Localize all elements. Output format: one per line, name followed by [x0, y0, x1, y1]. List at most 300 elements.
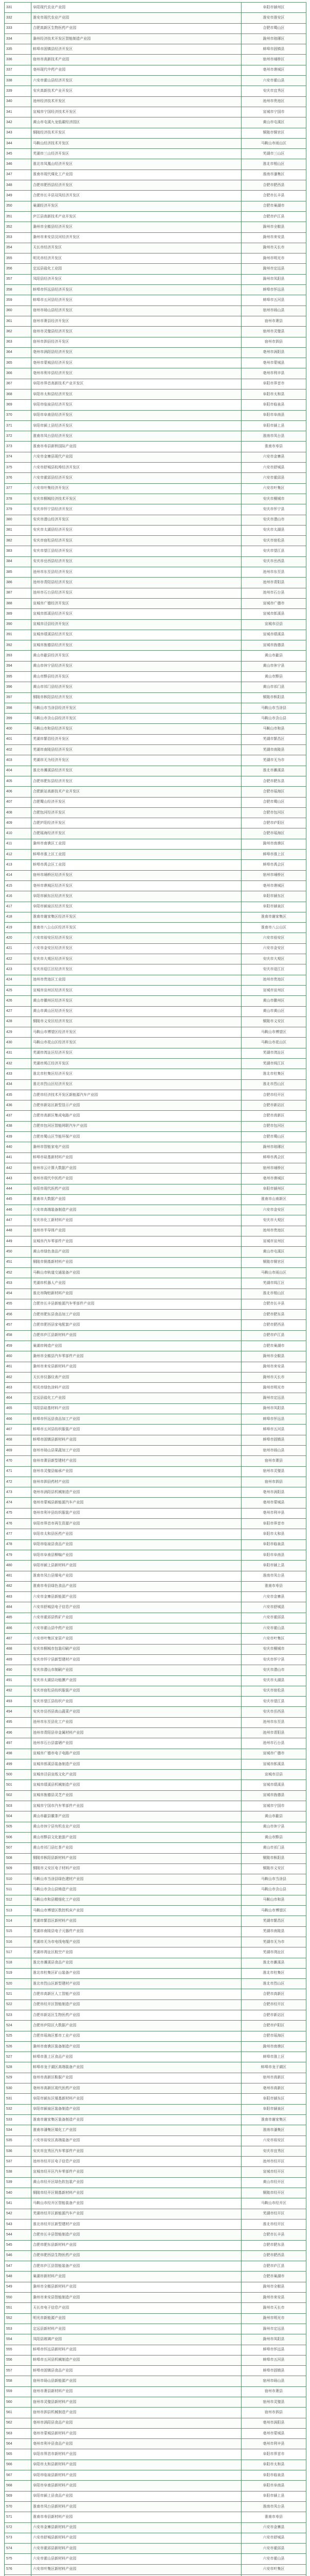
table-row: [5, 1853, 306, 1863]
park-location: 六安市裕安区: [242, 933, 306, 943]
table-row: [5, 2303, 306, 2313]
table-row: [5, 2428, 306, 2438]
table-row: [5, 567, 306, 578]
park-location: 安庆市迎江区: [242, 964, 306, 975]
park-name: 阜阳市太和县医药产业园: [31, 1529, 242, 1539]
row-number: 351: [5, 211, 31, 222]
park-location: 宿州市高新区: [242, 2073, 306, 2083]
park-location: 黄山市黄山区: [242, 1006, 306, 1016]
row-number: 496: [5, 1727, 31, 1738]
park-name: 合肥市肥东县新材料产业园: [31, 2240, 242, 2250]
park-name: 淮北市经开区新型建材产业园: [31, 2219, 242, 2229]
park-location: 阜阳市界首市: [242, 379, 306, 389]
row-number: 477: [5, 1529, 31, 1539]
row-number: 513: [5, 1906, 31, 1916]
park-location: 宿州市砀山县: [242, 2376, 306, 2386]
row-number: 570: [5, 2501, 31, 2512]
row-number: 349: [5, 191, 31, 201]
row-number: 427: [5, 1006, 31, 1016]
row-number: 384: [5, 556, 31, 567]
row-number: 433: [5, 1069, 31, 1079]
park-location: 安庆市望江县: [242, 1697, 306, 1707]
park-location: 安庆市宿松县: [242, 536, 306, 546]
park-location: 芜湖市无为市: [242, 1937, 306, 1947]
park-location: 亳州市利辛县: [242, 368, 306, 379]
row-number: 404: [5, 766, 31, 776]
row-number: 474: [5, 1498, 31, 1508]
table-row: [5, 546, 306, 556]
table-row: [5, 1697, 306, 1707]
row-number: 508: [5, 1853, 31, 1863]
row-number: 335: [5, 44, 31, 55]
park-location: 宿州市埇桥区: [242, 55, 306, 65]
park-location: 宿州市泗县: [242, 2408, 306, 2418]
park-location: 淮南市凤台县: [242, 1571, 306, 1581]
park-location: 合肥市蜀山区: [242, 1132, 306, 1142]
table-row: [5, 1822, 306, 1832]
table-row: [5, 1519, 306, 1529]
row-number: 574: [5, 2544, 31, 2554]
park-location: 马鞍山市当涂县: [242, 703, 306, 713]
park-location: 六安市金安区: [242, 943, 306, 954]
park-name: 蚌埠市五河县经济开发区: [31, 295, 242, 306]
row-number: 378: [5, 494, 31, 504]
table-row: [5, 1863, 306, 1874]
table-row: [5, 463, 306, 473]
table-row: [5, 1016, 306, 1027]
park-location: 宿州市灵璧县: [242, 2397, 306, 2407]
row-number: 347: [5, 170, 31, 180]
table-row: [5, 1937, 306, 1947]
park-location: 合肥市长丰县: [242, 191, 306, 201]
row-number: 337: [5, 65, 31, 75]
row-number: 400: [5, 724, 31, 734]
row-number: 423: [5, 964, 31, 975]
park-location: 阜阳市颍州区: [242, 3, 306, 13]
park-name: 蚌埠市淮上区工业园: [31, 850, 242, 860]
row-number: 339: [5, 86, 31, 96]
row-number: 346: [5, 159, 31, 170]
row-number: 492: [5, 1686, 31, 1696]
park-name: 黄山市黄山区经济开发区: [31, 1006, 242, 1016]
park-name: 合肥市经济技术开发区新能源汽车产业园: [31, 1090, 242, 1100]
park-location: 阜阳市阜南县: [242, 1550, 306, 1560]
park-name: 阜阳市现代医药产业园: [31, 1184, 242, 1194]
table-row: [5, 515, 306, 525]
park-name: 巢湖市新材料产业园: [31, 2272, 242, 2282]
table-row: [5, 2125, 306, 2136]
park-location: 安庆市潜山市: [242, 1665, 306, 1675]
table-row: [5, 483, 306, 494]
park-name: 宿州市泗县机械制造产业园: [31, 2408, 242, 2418]
row-number: 408: [5, 807, 31, 818]
park-location: 淮北市烈山区: [242, 1079, 306, 1090]
table-row: [5, 1142, 306, 1153]
row-number: 509: [5, 1863, 31, 1874]
table-row: [5, 2219, 306, 2229]
table-row: [5, 117, 306, 128]
park-name: 淮南市寿县新材料产业园: [31, 2512, 242, 2522]
table-row: [5, 891, 306, 902]
park-location: 合肥市包河区: [242, 1121, 306, 1131]
table-row: [5, 2554, 306, 2564]
row-number: 462: [5, 1372, 31, 1382]
table-row: [5, 2136, 306, 2146]
table-row: [5, 1874, 306, 1885]
park-name: 池州市东至县经济开发区: [31, 567, 242, 578]
row-number: 498: [5, 1749, 31, 1759]
park-name: 六安市金寨县现代产业园: [31, 452, 242, 462]
row-number: 564: [5, 2439, 31, 2449]
table-row: [5, 682, 306, 692]
table-row: [5, 839, 306, 849]
park-name: 芜湖市繁昌经济开发区: [31, 734, 242, 744]
park-location: 滁州市凤阳县: [242, 2334, 306, 2345]
row-number: 552: [5, 2313, 31, 2324]
table-row: [5, 1069, 306, 1079]
table-row: [5, 222, 306, 232]
row-number: 418: [5, 912, 31, 922]
row-number: 414: [5, 870, 31, 880]
table-row: [5, 1236, 306, 1247]
row-number: 529: [5, 2073, 31, 2083]
table-row: [5, 1403, 306, 1414]
park-name: 宿州市萧县经济开发区: [31, 316, 242, 326]
park-location: 黄山市祁门县: [242, 682, 306, 692]
row-number: 514: [5, 1916, 31, 1926]
park-name: 安庆市潜山市制刷产业园: [31, 1665, 242, 1675]
table-row: [5, 473, 306, 483]
park-name: 定远县盐化工产业园: [31, 1393, 242, 1403]
row-number: 559: [5, 2386, 31, 2397]
table-row: [5, 2334, 306, 2345]
table-row: [5, 745, 306, 755]
park-location: 合肥市肥西县: [242, 1320, 306, 1330]
table-row: [5, 1205, 306, 1215]
row-number: 426: [5, 996, 31, 1006]
park-name: 亳州市涡阳县机械制造产业园: [31, 1487, 242, 1498]
row-number: 382: [5, 536, 31, 546]
park-name: 安庆市迎江区经济开发区: [31, 964, 242, 975]
table-row: [5, 2083, 306, 2094]
park-name: 凤阳县经济开发区: [31, 274, 242, 284]
table-row: [5, 1247, 306, 1257]
table-row: [5, 1257, 306, 1267]
park-location: 宣城市郎溪县: [242, 609, 306, 619]
table-row: [5, 828, 306, 839]
park-location: 滁州市天长市: [242, 1372, 306, 1382]
park-location: 六安市霍山县: [242, 1623, 306, 1634]
park-name: 阜阳市颍上县食品产业园: [31, 2491, 242, 2501]
park-location: 宣城市广德市: [242, 598, 306, 608]
park-location: 滁州市天长市: [242, 2303, 306, 2313]
park-name: 淮安市现代农业产业园: [31, 13, 242, 23]
park-name: 宣城市旌德县经济开发区: [31, 640, 242, 651]
park-location: 阜阳市界首市: [242, 1519, 306, 1529]
table-row: [5, 2501, 306, 2512]
row-number: 444: [5, 1184, 31, 1194]
table-row: [5, 1184, 306, 1194]
park-name: 阜阳市界首市新材料产业园: [31, 2449, 242, 2460]
table-row: [5, 2021, 306, 2031]
table-row: [5, 191, 306, 201]
row-number: 344: [5, 138, 31, 148]
park-location: 合肥市巢湖市: [242, 201, 306, 211]
row-number: 481: [5, 1571, 31, 1581]
park-name: 安庆市怀宁县新型建材产业园: [31, 1654, 242, 1665]
park-location: 亳州市谯城区: [242, 1174, 306, 1184]
park-name: 安庆市宜秀区汽车零部件产业园: [31, 2146, 242, 2156]
park-location: 六安市叶集区: [242, 483, 306, 494]
row-number: 504: [5, 1811, 31, 1822]
park-name: 阜阳市颍泉区经济开发区: [31, 902, 242, 912]
park-name: 池州市半导体产业园: [31, 1226, 242, 1236]
park-name: 铜陵市经开区铜基新材料产业园: [31, 2188, 242, 2198]
table-row: [5, 1571, 306, 1581]
row-number: 544: [5, 2230, 31, 2240]
park-location: 蚌埠市五河县: [242, 1425, 306, 1435]
park-location: 阜阳市界首市: [242, 2449, 306, 2460]
park-location: 阜阳市阜南县: [242, 410, 306, 420]
park-location: 滁州市明光市: [242, 1383, 306, 1393]
park-location: 六安市叶集区: [242, 1634, 306, 1644]
park-location: 宿州市砀山县: [242, 1445, 306, 1455]
park-location: 合肥市巢湖市: [242, 2272, 306, 2282]
park-location: 宣城市绩溪县: [242, 630, 306, 640]
table-row: [5, 400, 306, 410]
row-number: 553: [5, 2324, 31, 2334]
row-number: 413: [5, 860, 31, 870]
park-name: 天长市仪器仪表产业园: [31, 1372, 242, 1382]
row-number: 422: [5, 954, 31, 964]
row-number: 526: [5, 2041, 31, 2052]
park-name: 安庆市宿松县经济开发区: [31, 536, 242, 546]
table-row: [5, 2397, 306, 2407]
park-name: 合肥市长丰县双凤经济开发区: [31, 191, 242, 201]
park-location: 合肥市庐阳区: [242, 2021, 306, 2031]
park-location: 合肥市巢湖市: [242, 1341, 306, 1351]
park-location: 亳州市蒙城县: [242, 358, 306, 368]
table-row: [5, 201, 306, 211]
park-location: 马鞍山市博望区: [242, 1906, 306, 1916]
table-row: [5, 285, 306, 295]
park-name: 蚌埠市硅基新材料产业园: [31, 1153, 242, 1163]
park-location: 滁州市琅琊区: [242, 1142, 306, 1153]
table-row: [5, 1759, 306, 1769]
row-number: 455: [5, 1299, 31, 1309]
table-row: [5, 1341, 306, 1351]
park-name: 蚌埠市固镇县新材料产业园: [31, 1435, 242, 1445]
park-name: 六安市霍山县中药产业园: [31, 1623, 242, 1634]
park-location: 马鞍山市经开区: [242, 2198, 306, 2209]
park-location: 阜阳市颍东区: [242, 2094, 306, 2104]
park-name: 蚌埠市禹会区工业园: [31, 860, 242, 870]
row-number: 558: [5, 2376, 31, 2386]
park-location: 马鞍山市含山县: [242, 714, 306, 724]
row-number: 440: [5, 1142, 31, 1153]
park-location: 池州市东至县: [242, 1717, 306, 1727]
park-name: 六安市霍山县经济开发区: [31, 76, 242, 86]
row-number: 394: [5, 661, 31, 671]
park-location: 合肥市瑶海区: [242, 828, 306, 839]
park-location: 蚌埠市禹会区: [242, 860, 306, 870]
park-name: 淮北市濉溪县经济开发区: [31, 766, 242, 776]
row-number: 373: [5, 442, 31, 452]
park-location: 合肥市包河区: [242, 807, 306, 818]
park-location: 铜陵市铜官区: [242, 1257, 306, 1267]
park-name: 宣城市绩溪县机械制造产业园: [31, 1780, 242, 1790]
park-name: 定远县新材料产业园: [31, 2324, 242, 2334]
row-number: 470: [5, 1456, 31, 1466]
park-name: 亳州市现代中医药产业园: [31, 1174, 242, 1184]
table-row: [5, 1267, 306, 1278]
row-number: 397: [5, 692, 31, 703]
row-number: 501: [5, 1780, 31, 1790]
table-row: [5, 1811, 306, 1822]
row-number: 515: [5, 1926, 31, 1937]
row-number: 424: [5, 975, 31, 985]
table-row: [5, 2240, 306, 2250]
park-name: 黄山市黟县经济开发区: [31, 672, 242, 682]
table-row: [5, 1174, 306, 1184]
table-row: [5, 1425, 306, 1435]
table-row: [5, 327, 306, 337]
park-name: 宿州市灵璧县经济开发区: [31, 327, 242, 337]
table-row: [5, 2544, 306, 2554]
park-location: 阜阳市太和县: [242, 2460, 306, 2470]
row-number: 505: [5, 1822, 31, 1832]
table-row: [5, 128, 306, 138]
park-name: 合肥市庐阳区大数据产业园: [31, 2021, 242, 2031]
row-number: 417: [5, 902, 31, 912]
park-location: 安庆市大观区: [242, 1215, 306, 1226]
table-row: [5, 389, 306, 399]
row-number: 416: [5, 891, 31, 902]
row-number: 482: [5, 1581, 31, 1591]
row-number: 557: [5, 2366, 31, 2376]
table-row: [5, 180, 306, 191]
park-name: 滁州市来安县新材料产业园: [31, 1362, 242, 1372]
park-name: 亳州市利辛县纺织服装产业园: [31, 1508, 242, 1518]
row-number: 485: [5, 1613, 31, 1623]
row-number: 383: [5, 546, 31, 556]
row-number: 567: [5, 2470, 31, 2481]
park-location: 淮北市濉溪县: [242, 1958, 306, 1968]
row-number: 456: [5, 1310, 31, 1320]
park-location: 合肥市蜀山区: [242, 797, 306, 807]
table-row: [5, 2073, 306, 2083]
park-location: 黄山市歙县: [242, 1811, 306, 1822]
park-name: 阜阳市太和县经济开发区: [31, 389, 242, 399]
park-location: 铜陵市义安区: [242, 1863, 306, 1874]
table-row: [5, 65, 306, 75]
park-name: 合肥市肥西县家电配套产业园: [31, 1320, 242, 1330]
table-row: [5, 2491, 306, 2501]
park-location: 合肥市肥东县: [242, 776, 306, 786]
park-name: 安庆市太湖县功能膜产业园: [31, 1675, 242, 1686]
park-location: 滁州市定远县: [242, 264, 306, 274]
park-name: 巢湖经济开发区: [31, 201, 242, 211]
park-location: 阜阳市颍州区: [242, 1184, 306, 1194]
park-location: 池州市青阳县: [242, 578, 306, 588]
row-number: 464: [5, 1393, 31, 1403]
table-row: [5, 1529, 306, 1539]
park-name: 凤阳县玻璃产业园: [31, 2334, 242, 2345]
park-location: 芜湖市鸠江区: [242, 1058, 306, 1069]
park-location: 亳州市蒙城县: [242, 2428, 306, 2438]
park-location: 安庆市大观区: [242, 954, 306, 964]
park-location: 阜阳市临泉县: [242, 1539, 306, 1550]
park-name: 亳州市利辛县食品产业园: [31, 2439, 242, 2449]
park-name: 六安市金安区经济开发区: [31, 943, 242, 954]
park-location: 池州市贵池区: [242, 975, 306, 985]
table-row: [5, 1330, 306, 1341]
table-row: [5, 2282, 306, 2292]
table-row: [5, 1215, 306, 1226]
park-location: 黄山市休宁县: [242, 661, 306, 671]
row-number: 489: [5, 1654, 31, 1665]
row-number: 517: [5, 1947, 31, 1958]
table-row: [5, 2460, 306, 2470]
table-row: [5, 1194, 306, 1205]
row-number: 537: [5, 2157, 31, 2167]
row-number: 491: [5, 1675, 31, 1686]
park-name: 滁州市南谯区装备制造产业园: [31, 2041, 242, 2052]
table-row: [5, 2293, 306, 2303]
table-row: [5, 1561, 306, 1571]
table-row: [5, 1362, 306, 1372]
table-row: [5, 368, 306, 379]
row-number: 336: [5, 55, 31, 65]
row-number: 354: [5, 243, 31, 253]
row-number: 379: [5, 504, 31, 515]
row-number: 380: [5, 515, 31, 525]
park-location: 合肥市高新区: [242, 1989, 306, 1999]
park-name: 宿州市高新技术产业园: [31, 55, 242, 65]
table-row: [5, 536, 306, 546]
park-location: 芜湖市三山区: [242, 149, 306, 159]
park-name: 淮南市凤台县新材料产业园: [31, 2501, 242, 2512]
row-number: 367: [5, 379, 31, 389]
row-number: 459: [5, 1341, 31, 1351]
row-number: 556: [5, 2355, 31, 2365]
row-number: 506: [5, 1832, 31, 1842]
park-name: 亳州市蒙城县新能源汽车产业园: [31, 1498, 242, 1508]
row-number: 524: [5, 2021, 31, 2031]
row-number: 480: [5, 1561, 31, 1571]
park-location: 滁州市凤阳县: [242, 1403, 306, 1414]
table-row: [5, 1749, 306, 1759]
park-name: 蚌埠市五河县机械制造产业园: [31, 2355, 242, 2365]
row-number: 536: [5, 2146, 31, 2156]
table-row: [5, 1466, 306, 1477]
row-number: 398: [5, 703, 31, 713]
park-name: 芜湖市三山经济开发区: [31, 149, 242, 159]
park-name: 宣城市宁国经济技术开发区: [31, 107, 242, 117]
park-name: 合肥庐阳经济开发区: [31, 818, 242, 828]
table-row: [5, 149, 306, 159]
table-row: [5, 2146, 306, 2156]
park-location: 铜陵市枞阳县: [242, 692, 306, 703]
table-row: [5, 2386, 306, 2397]
table-row: [5, 964, 306, 975]
row-number: 331: [5, 3, 31, 13]
park-location: 蚌埠市怀远县: [242, 2345, 306, 2355]
park-location: 宣城市旌德县: [242, 640, 306, 651]
table-row: [5, 996, 306, 1006]
park-name: 淮南市寿县绿色食品产业园: [31, 1581, 242, 1591]
park-name: 安庆市大观区经济开发区: [31, 954, 242, 964]
